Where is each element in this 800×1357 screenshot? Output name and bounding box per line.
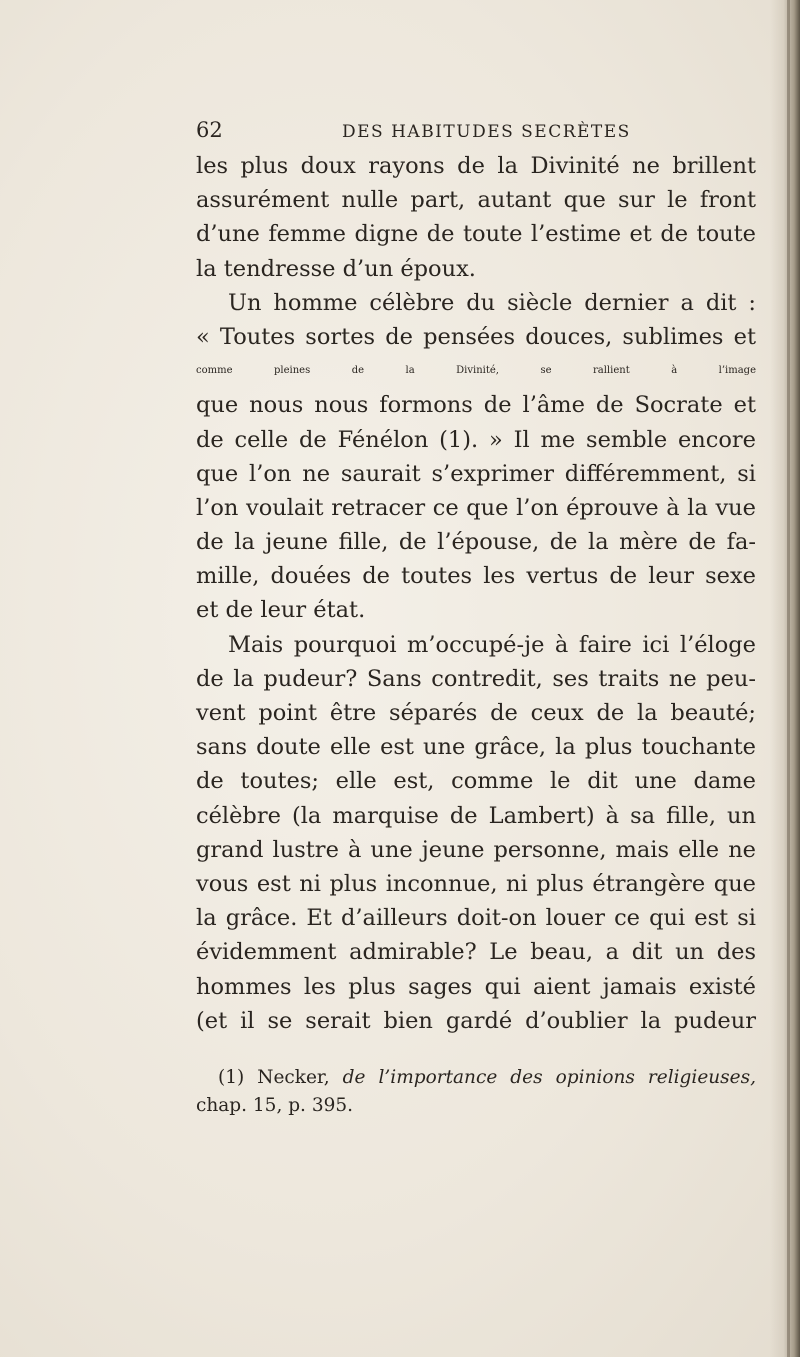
page-binding-edge — [770, 0, 800, 1357]
footnote-author: Necker, — [257, 1067, 330, 1088]
text-line: d’une femme digne de toute l’estime et de toute — [196, 221, 756, 248]
running-title: DES HABITUDES SECRÈTES — [342, 122, 631, 142]
text-line: hommes les plus sages qui aient jamais existé — [196, 973, 756, 1000]
footnote-title: de l’importance des opinions religieuses, — [342, 1067, 756, 1088]
text-line: vent point être séparés de ceux de la beauté; — [196, 700, 756, 726]
text-line: Mais pourquoi m’occupé-je à faire ici l’éloge — [228, 631, 756, 658]
text-line: « Toutes sortes de pensées douces, sublimes et — [196, 323, 756, 350]
body-text — [196, 149, 756, 1038]
text-line: les plus doux rayons de la Divinité ne brillent — [196, 153, 756, 179]
footnote-line — [196, 1064, 756, 1092]
text-line: de toutes; elle est, comme le dit une dame — [196, 768, 756, 795]
text-line: de la pudeur? Sans contredit, ses traits ne peu- — [196, 665, 756, 692]
text-line: célèbre (la marquise de Lambert) à sa fille, un — [196, 802, 756, 829]
text-line: que l’on ne saurait s’exprimer différemment, si — [196, 460, 756, 487]
footnote — [196, 1064, 756, 1120]
text-line: vous est ni plus inconnue, ni plus étrangère que — [196, 870, 756, 897]
text-line: comme pleines de la Divinité, se rallient à l’image — [196, 365, 756, 377]
footnote-location: chap. 15, p. 395. — [196, 1095, 354, 1116]
page-edge-line — [787, 0, 790, 1357]
footnote-marker: (1) — [218, 1067, 245, 1088]
text-line: sans doute elle est une grâce, la plus touchante — [196, 734, 756, 761]
text-line: et de leur état. — [196, 597, 366, 624]
text-line: grand lustre à une jeune personne, mais elle ne — [196, 836, 756, 863]
text-line: la tendresse d’un époux. — [196, 255, 476, 282]
text-line: (et il se serait bien gardé d’oublier la pudeur — [196, 1007, 756, 1034]
text-line: l’on voulait retracer ce que l’on éprouve à la vue — [196, 494, 756, 521]
text-line: que nous nous formons de l’âme de Socrate et — [196, 392, 756, 419]
text-line: de la jeune fille, de l’épouse, de la mère de fa- — [196, 529, 756, 556]
text-line: mille, douées de toutes les vertus de leur sexe — [196, 563, 756, 590]
page-number: 62 — [196, 118, 223, 142]
text-line: assurément nulle part, autant que sur le front — [196, 187, 756, 214]
text-line: de celle de Fénélon (1). » Il me semble encore — [196, 426, 756, 453]
text-line: la grâce. Et d’ailleurs doit-on louer ce qui est si — [196, 905, 756, 932]
page-header — [196, 118, 756, 148]
text-line: Un homme célèbre du siècle dernier a dit : — [228, 289, 756, 316]
text-line: évidemment admirable? Le beau, a dit un des — [196, 939, 756, 966]
